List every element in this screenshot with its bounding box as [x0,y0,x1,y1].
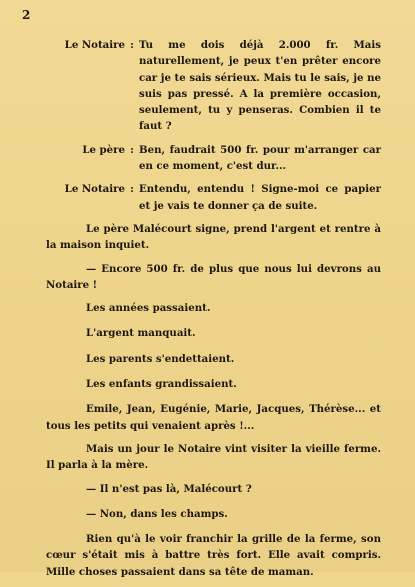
narrative-paragraph: Rien qu'à le voir franchir la grille de la ferme, son cœur s'était mis à battre très fort. Elle avait compris. Mille choses passaient dans sa tête de maman. [46,533,381,578]
speaker-label: Le père [82,143,125,156]
narrative-paragraph: — Il n'est pas là, Malécourt ? [86,482,252,495]
speech-text: Tu me dois déjà 2.000 fr. Mais naturellement, je peux t'en prêter encore car je te sais sérieux. Mais tu le sais, je ne suis pas pressé. A la première occasion, seulement, tu y penseras. Combien il te faut ? [139,39,381,133]
speaker-label: Le Notaire [64,183,125,196]
speaker-colon: : [130,39,134,51]
narrative-paragraph: Les enfants grandissaient. [86,378,237,391]
page-number: 2 [22,8,31,22]
speaker-label: Le Notaire [64,39,125,51]
narrative-paragraph: Le père Malécourt signe, prend l'argent et rentre à la maison inquiet. [46,222,381,252]
dialogue-line [46,37,381,135]
speech-text: Entendu, entendu ! Signe-moi ce papier et je vais te donner ça de suite. [139,183,381,212]
speech-text: Ben, faudrait 500 fr. pour m'arranger car en ce moment, c'est dur... [139,143,381,173]
page-text [46,37,381,587]
speaker-colon: : [130,183,134,196]
narrative-paragraph: — Encore 500 fr. de plus que nous lui devrons au Notaire ! [46,262,381,291]
narrative-paragraph: L'argent manquait. [86,327,196,340]
narrative-paragraph: Les parents s'endettaient. [86,352,235,365]
narrative-paragraph: — Non, dans les champs. [86,507,228,520]
dialogue-line [46,181,381,214]
narrative-paragraph: Emile, Jean, Eugénie, Marie, Jacques, Thérèse... et tous les petits qui venaient après !... [46,403,381,432]
dialogue-line [46,142,381,175]
speaker-colon: : [130,143,134,156]
narrative-paragraph: Les années passaient. [86,302,211,315]
narrative-paragraph: Mais un jour le Notaire vint visiter la vieille ferme. Il parla à la mère. [46,442,381,472]
